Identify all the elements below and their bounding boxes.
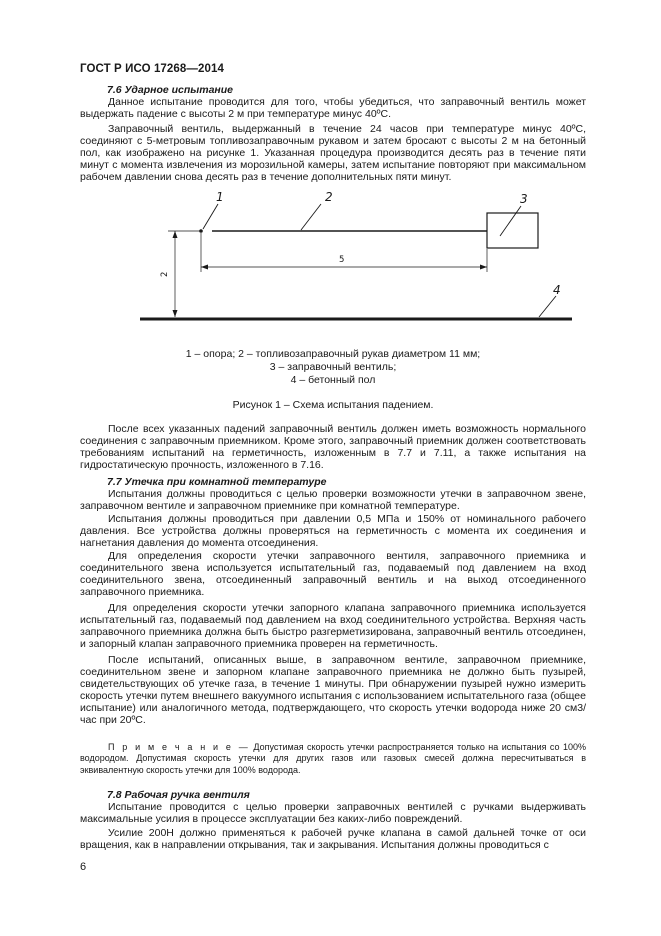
section-heading-7-7: 7.7 Утечка при комнатной температуре bbox=[107, 476, 327, 488]
note-text: Допустимая скорость утечки распространяется только на испытания со 100% водородом. Допустимая скорость утечки для других газов или газовых смесей должна пересчитываться в эквивалентную скорость утечки для 100% водорода. bbox=[80, 742, 586, 775]
figure-legend-line: 1 – опора; 2 – топливозаправочный рукав диаметром 11 мм; bbox=[185, 348, 481, 360]
figure-legend-line: 3 – заправочный вентиль; bbox=[269, 361, 397, 373]
paragraph: После всех указанных падений заправочный вентиль должен иметь возможность нормального соединения с заправочным приемником. Кроме этого, заправочный приемник должен соответствовать требованиям испытаний на герметичность, изложенным в 7.7 и 7.11, а также испытания на гидростатическую прочность, изложенного в 7.16. bbox=[80, 423, 586, 472]
paragraph: Для определения скорости утечки заправочного вентиля, заправочного приемника и соединительного звена используется испытательный газ, подаваемый под давлением на вход соединительного звена, отсоединенный заправочный вентиль и на выход отсоединенного заправочного приемника. bbox=[80, 550, 586, 599]
leader-line-1 bbox=[203, 204, 218, 229]
figure-label-4: 4 bbox=[553, 283, 561, 297]
document-header: ГОСТ Р ИСО 17268—2014 bbox=[80, 63, 225, 75]
paragraph: Для определения скорости утечки запорного клапана заправочного приемника используется испытательный газ, подаваемый под давлением на вход соединительного устройства. Верхняя часть заправочного приемника должна быть быстро разгерметизирована, заправочный вентиль отсоединен, и запорный клапан заправочного приемника проверен на герметичность. bbox=[80, 602, 586, 651]
note-label: П р и м е ч а н и е — bbox=[108, 742, 250, 752]
figure-label-length: 5 bbox=[339, 255, 345, 265]
figure-label-height: 2 bbox=[160, 271, 170, 277]
leader-line-2 bbox=[301, 204, 321, 230]
figure-caption: Рисунок 1 – Схема испытания падением. bbox=[232, 399, 434, 411]
note bbox=[80, 742, 586, 776]
section-heading-7-8: 7.8 Рабочая ручка вентиля bbox=[107, 789, 250, 801]
figure-label-2: 2 bbox=[325, 190, 333, 204]
section-heading-7-6: 7.6 Ударное испытание bbox=[107, 84, 234, 96]
figure-label-1: 1 bbox=[216, 190, 224, 204]
leader-line-4 bbox=[539, 296, 556, 317]
paragraph: Заправочный вентиль, выдержанный в течение 24 часов при температуре минус 40ºС, соединяют с 5-метровым топливозаправочным рукавом и затем бросают с высоты 2 м на бетонный пол, как изображено на рисунке 1. Указанная процедура производится десять раз в течение пяти минут с момента извлечения из морозильной камеры, затем испытание повторяют при максимальном рабочем давлении снова десять раз в течение дополнительных пяти минут. bbox=[80, 123, 586, 184]
figure-label-3: 3 bbox=[520, 192, 528, 206]
paragraph: Испытания должны проводиться с целью проверки возможности утечки в заправочном звене, заправочном вентиле и заправочном приемнике при комнатной температуре. bbox=[80, 488, 586, 513]
page-number: 6 bbox=[80, 861, 87, 873]
paragraph: Усилие 200Н должно применяться к рабочей ручке клапана в самой дальней точке от оси вращения, как в направлении открывания, так и закрывания. Испытания должны проводиться с bbox=[80, 827, 586, 852]
paragraph: Испытание проводится с целью проверки заправочных вентилей с ручками выдерживать максимальные усилия в процессе эксплуатации без каких-либо повреждений. bbox=[80, 801, 586, 826]
paragraph: Испытания должны проводиться при давлении 0,5 МПа и 150% от номинального рабочего давления. Все устройства должны проверяться на герметичность с момента их соединения и нагнетания давления до момента отсоединения. bbox=[80, 513, 586, 550]
leader-line-3 bbox=[500, 206, 521, 236]
paragraph: Данное испытание проводится для того, чтобы убедиться, что заправочный вентиль может выдержать падение с высоты 2 м при температуре минус 40ºС. bbox=[80, 96, 586, 121]
paragraph: После испытаний, описанных выше, в заправочном вентиле, заправочном приемнике, соединительном звене и запорном клапане заправочного приемника не должно быть пузырей, свидетельствующих об утечке газа, в течение 1 минуты. При обнаружении пузырей нужно измерить скорость утечки путем внешнего вакуумного испытания с использованием испытательного газа (общее испытание) или аналогичного метода, подтверждающего, что скорость утечки водорода ниже 20 см3/час при 20ºС. bbox=[80, 654, 586, 727]
figure-legend-line: 4 – бетонный пол bbox=[290, 374, 376, 386]
